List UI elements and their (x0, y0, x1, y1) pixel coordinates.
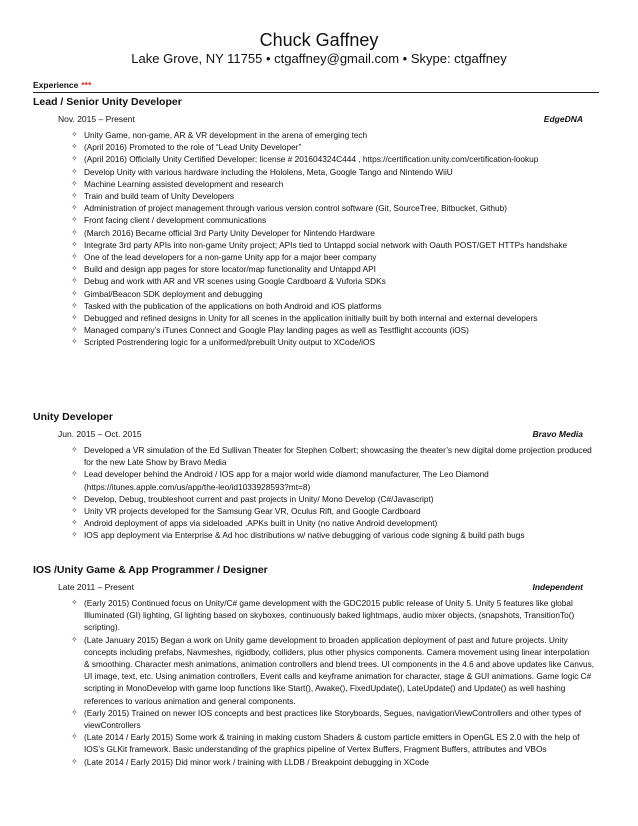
bullet-item (33, 517, 603, 529)
diamond-outline-icon: ✧ (71, 337, 78, 347)
job-meta (33, 113, 603, 126)
bullet-item (33, 324, 603, 336)
diamond-outline-icon: ✧ (71, 634, 78, 644)
job-bullet-list (33, 129, 603, 349)
bullet-text: IOS app deployment via Enterprise & Ad hoc distributions w/ native debugging of various code signing & build path bugs (84, 530, 525, 541)
bullet-text: (Late 2014 / Early 2015) Some work & training in making custom Shaders & custom particle emitters in OpenGL ES 2.0 with the help of IOS’s GLKit framework. Basic understanding of the graphics pipeline of Vertex Buffers, Fragment Buffers, attributes and VBOs (84, 732, 580, 755)
bullet-text: Front facing client / development communications (84, 215, 267, 226)
job-edgedna (33, 95, 603, 349)
bullet-text: (Late 2014 / Early 2015) Did minor work / training with LLDB / Breakpoint debugging in XCode (84, 756, 429, 767)
section-divider (33, 92, 599, 93)
diamond-outline-icon: ✧ (71, 166, 78, 176)
bullet-text: Build and design app pages for store locator/map functionality and Untappd API (84, 264, 376, 275)
diamond-outline-icon: ✧ (71, 598, 78, 607)
diamond-outline-icon: ✧ (71, 518, 78, 528)
bullet-item (33, 707, 603, 731)
job-independent (33, 563, 603, 768)
bullet-item (33, 153, 603, 165)
bullet-item (33, 505, 603, 517)
job-dates: Late 2011 – Present (58, 582, 134, 592)
bullet-item (33, 336, 603, 348)
bullet-item (33, 239, 603, 251)
job-bullet-list (33, 444, 603, 542)
bullet-text: Machine Learning assisted development and research (84, 178, 284, 189)
diamond-outline-icon: ✧ (71, 264, 78, 274)
job-meta (33, 428, 603, 441)
bullet-text: (Early 2015) Continued focus on Unity/C# game development with the GDC2015 public release of Unity 5. Unity 5 features like global Illuminated (GI) lighting, GI lighting based on skyboxes, continuously baked lightmaps, audio mixer objects, (snapshots, TransitionTo() scripting). (84, 598, 575, 633)
bullet-text: Develop, Debug, troubleshoot current and past projects in Unity/ Mono Develop (C#/Javascript) (84, 493, 434, 504)
bullet-item (33, 597, 603, 634)
bullet-item (33, 166, 603, 178)
bullet-item (33, 288, 603, 300)
job-title: Lead / Senior Unity Developer (33, 96, 182, 108)
job-company: Independent (532, 582, 583, 592)
diamond-outline-icon: ✧ (71, 325, 78, 335)
bullet-text: (April 2016) Promoted to the role of “Lead Unity Developer” (84, 142, 302, 153)
diamond-outline-icon: ✧ (71, 239, 78, 249)
bullet-item (33, 300, 603, 312)
bullet-text: Debugged and refined designs in Unity for all scenes in the application initially built by both internal and external developers (84, 313, 538, 324)
bullet-text: (Early 2015) Trained on newer IOS concepts and best practices like Storyboards, Segues, navigationViewControllers and other types of viewControllers (84, 707, 582, 731)
job-company: EdgeDNA (543, 114, 583, 124)
bullet-item (33, 214, 603, 226)
section-stars: *** (81, 80, 92, 90)
bullet-text: (March 2016) Became official 3rd Party Unity Developer for Nintendo Hardware (84, 227, 375, 238)
diamond-outline-icon: ✧ (71, 493, 78, 503)
bullet-text: Developed a VR simulation of the Ed Sullivan Theater for Stephen Colbert; showcasing the theater’s new digital dome projection produced for the new Late Show by Bravo Media (84, 445, 592, 468)
diamond-outline-icon: ✧ (71, 313, 78, 323)
diamond-outline-icon: ✧ (71, 227, 78, 237)
bullet-text: Managed company’s iTunes Connect and Google Play landing pages as well as Testflight accounts (iOS) (84, 325, 469, 336)
diamond-outline-icon: ✧ (71, 506, 78, 516)
job-title: IOS /Unity Game & App Programmer / Designer (33, 564, 268, 576)
bullet-item (33, 493, 603, 505)
bullet-text: Android deployment of apps via sideloaded .APKs built in Unity (no native Android development) (84, 518, 438, 529)
diamond-outline-icon: ✧ (71, 154, 78, 164)
bullet-item (33, 251, 603, 263)
bullet-text: Integrate 3rd party APIs into non-game Unity project; APIs tied to Untappd social network with Oauth POST/GET HTTPs handshake (84, 239, 568, 250)
diamond-outline-icon: ✧ (71, 756, 78, 766)
bullet-text: (April 2016) Officially Unity Certified Developer; license # 201604324C444 , https://certification.unity.com/certification-lookup (84, 154, 539, 165)
bullet-item (33, 468, 603, 492)
bullet-item (33, 275, 603, 287)
experience-section-label (33, 80, 91, 90)
bullet-item (33, 731, 603, 755)
bullet-item (33, 263, 603, 275)
diamond-outline-icon: ✧ (71, 215, 78, 225)
diamond-outline-icon: ✧ (71, 445, 78, 454)
diamond-outline-icon: ✧ (71, 178, 78, 188)
bullet-text: Administration of project management through various version control software (Git, SourceTree, Bitbucket, Github) (84, 203, 508, 214)
bullet-text: Unity VR projects developed for the Samsung Gear VR, Oculus Rift, and Google Cardboard (84, 506, 421, 517)
bullet-item (33, 227, 603, 239)
bullet-item (33, 141, 603, 153)
job-bravo-media (33, 410, 603, 542)
diamond-outline-icon: ✧ (71, 707, 78, 717)
bullet-item (33, 202, 603, 214)
bullet-text: Develop Unity with various hardware including the Hololens, Meta, Google Tango and Nintendo WiiU (84, 166, 453, 177)
bullet-item (33, 312, 603, 324)
diamond-outline-icon: ✧ (71, 142, 78, 152)
bullet-item (33, 634, 603, 707)
diamond-outline-icon: ✧ (71, 732, 78, 742)
diamond-outline-icon: ✧ (71, 203, 78, 213)
section-label-text: Experience (33, 80, 79, 90)
job-title: Unity Developer (33, 411, 113, 423)
diamond-outline-icon: ✧ (71, 530, 78, 540)
diamond-outline-icon: ✧ (71, 469, 78, 479)
diamond-outline-icon: ✧ (71, 191, 78, 201)
bullet-text: Lead developer behind the Android / IOS app for a major world wide diamond manufacturer, The Leo Diamond (https://itunes.apple.com/us/app/the-leo/id1033928593?mt=8) (84, 469, 489, 492)
bullet-item (33, 190, 603, 202)
diamond-outline-icon: ✧ (71, 300, 78, 310)
job-dates: Nov. 2015 – Present (58, 114, 135, 124)
bullet-text: Unity Game, non-game, AR & VR development in the arena of emerging tech (84, 130, 368, 140)
diamond-outline-icon: ✧ (71, 288, 78, 298)
bullet-text: Debug and work with AR and VR scenes using Google Cardboard & Vuforia SDKs (84, 276, 386, 287)
bullet-item (33, 529, 603, 541)
diamond-outline-icon: ✧ (71, 130, 78, 139)
job-dates: Jun. 2015 – Oct. 2015 (58, 429, 142, 439)
diamond-outline-icon: ✧ (71, 252, 78, 262)
bullet-text: Tasked with the publication of the applications on both Android and iOS platforms (84, 300, 382, 311)
bullet-text: Scripted Postrendering logic for a uniformed/prebuilt Unity output to XCode/iOS (84, 337, 376, 348)
bullet-item (33, 444, 603, 468)
bullet-text: One of the lead developers for a non-game Unity app for a major beer company (84, 252, 377, 263)
bullet-item (33, 129, 603, 141)
job-bullet-list (33, 597, 603, 768)
candidate-name: Chuck Gaffney (259, 30, 379, 50)
job-meta (33, 581, 603, 594)
bullet-item (33, 178, 603, 190)
job-company: Bravo Media (532, 429, 583, 439)
bullet-text: (Late January 2015) Began a work on Unity game development to broaden application deployment of past and future projects. Unity concepts including prefabs, Navmeshes, rigidbody, colliders, plus other physics components. Camera movement using linear interpolation & smoothing. Character mesh animations, animation controllers and blend trees. UI components in the 4.6 and above updates like Canvus, UI image, text, etc. Using animation controllers, Event calls and keyframe animation for character, stage & GUI animations. Game logic C# scripting in MonoDevelop with game loop functions like Start(), Awake(), FixedUpdate(), LateUpdate() and Update() as well hashing references to various animation and general components. (84, 634, 595, 706)
contact-line: Lake Grove, NY 11755 • ctgaffney@gmail.com • Skype: ctgaffney (131, 51, 507, 66)
bullet-text: Gimbal/Beacon SDK deployment and debugging (84, 288, 263, 299)
bullet-item (33, 756, 603, 768)
bullet-text: Train and build team of Unity Developers (84, 191, 235, 202)
diamond-outline-icon: ✧ (71, 276, 78, 286)
